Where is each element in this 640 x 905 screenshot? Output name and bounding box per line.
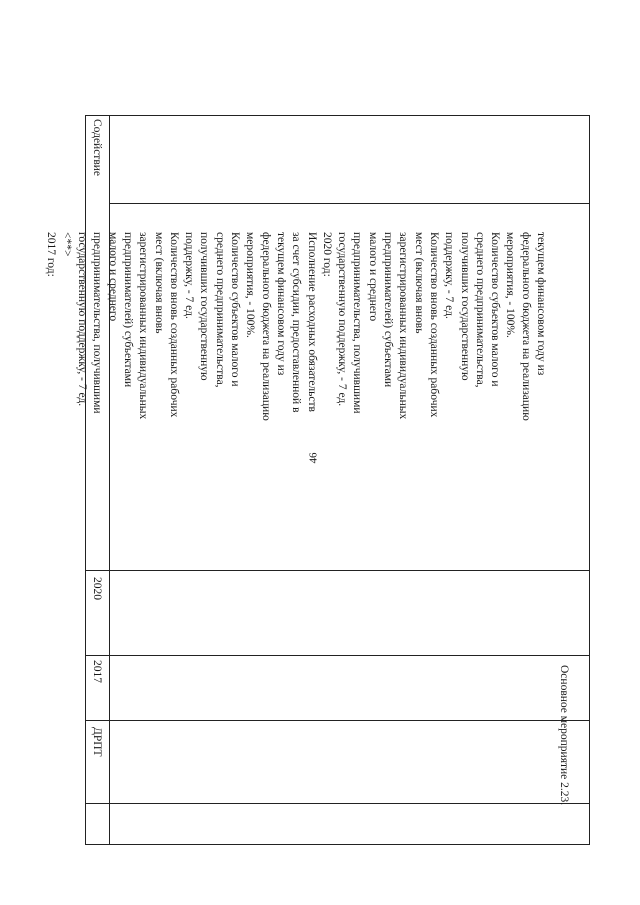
col-divider-4 <box>85 720 590 721</box>
year-start: 2017 <box>91 660 103 683</box>
event-name: Основное мероприятие 2.23. <box>558 665 570 806</box>
col-divider-3 <box>85 655 590 656</box>
col-divider-5 <box>85 803 590 804</box>
indicators-text: текущем финансовом году из федерального бюджета на реализацию мероприятия, - 100%. Количество субъектов малого и среднего предпринимательства, получивших государственную поддержку, - 7 ед. Количество вновь созданных рабочих мест (включая вновь зарегистрированных индивидуальных предпринимателей) субъектами малого и среднего предпринимательства, получившими государственную поддержку, - 7 ед. 2020 год: Исполнение расходных обязательств за счет субсидии, предоставленной в текущем финансовом году из федерального бюджета на реализацию мероприятия, - 100%. Количество субъектов малого и среднего предпринимательства, получивших государственную поддержку, - 7 ед. Количество вновь созданных рабочих мест (включая вновь зарегистрированных индивидуальных предпринимателей) субъектами малого и среднего предпринимательства, получившими государственную поддержку, - 7 ед. <**> 2017 год: <box>45 232 547 421</box>
year-end: 2020 <box>91 577 103 600</box>
executor: ДРПТ <box>91 727 103 757</box>
col-divider-1 <box>110 203 590 204</box>
assist-label: Содействие <box>91 119 103 177</box>
page-number: 46 <box>307 452 320 464</box>
